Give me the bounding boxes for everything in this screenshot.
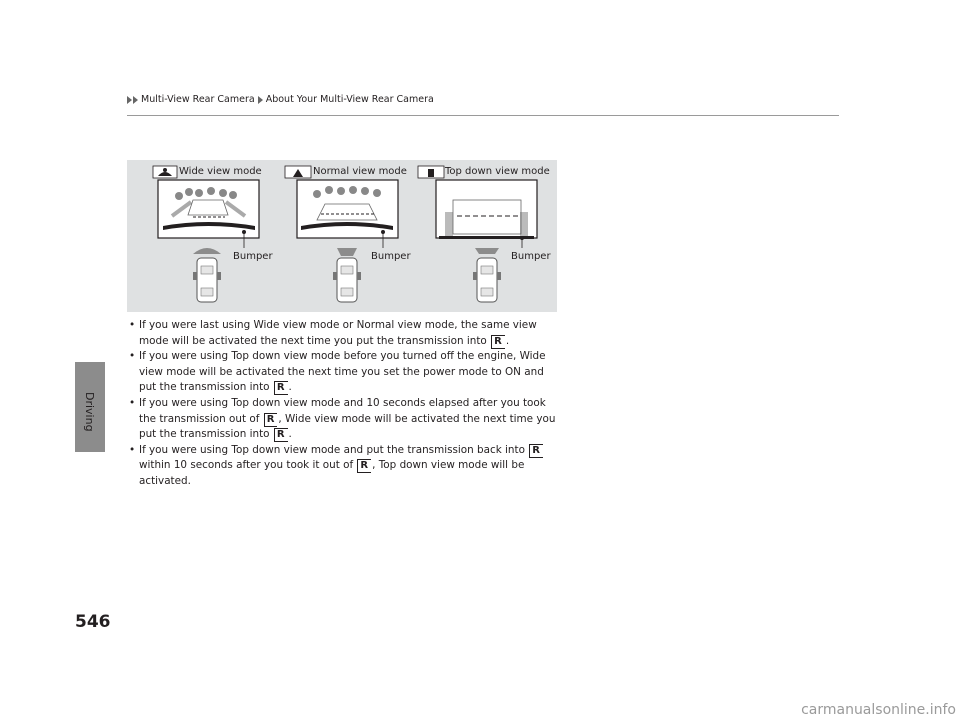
car-icon [193,248,221,302]
header-divider [127,115,839,116]
top-down-view-screen [436,180,537,239]
note-item: • If you were using Top down view mode and put the transmission back into R within 10 seconds after you took it out of R , Top down view mode will be activated. [129,443,559,490]
normal-view-screen [297,180,398,238]
normal-view-mode-icon [285,166,311,178]
section-label-text: Driving [83,392,96,432]
page-number: 546 [75,612,111,632]
notes-list [129,318,559,490]
wide-view-mode-icon [153,166,177,178]
note-item: • If you were using Top down view mode and 10 seconds elapsed after you took the transmission out of R , Wide view mode will be activated the next time you put the transmission into R . [129,396,556,441]
wide-view-mode-label: Wide view mode [179,166,262,177]
reverse-gear-key: R [274,428,288,442]
normal-view-mode-label: Normal view mode [313,166,407,177]
wide-view-screen [158,180,259,238]
top-down-view-mode-label: Top down view mode [445,166,550,177]
reverse-gear-key: R [529,444,543,458]
bullet-icon: • [129,350,136,363]
breadcrumb-item[interactable]: About Your Multi-View Rear Camera [265,94,434,105]
reverse-gear-key: R [491,335,505,349]
bumper-label: Bumper [511,251,551,262]
breadcrumb-separator-icon [258,96,263,104]
bullet-icon: • [129,443,136,456]
breadcrumb-item[interactable]: Multi-View Rear Camera [141,94,255,105]
car-icon [333,248,361,302]
breadcrumb-arrow-icon [133,96,138,104]
breadcrumb-arrow-icon [127,96,132,104]
bumper-label: Bumper [371,251,411,262]
section-label [80,392,100,482]
breadcrumb [127,94,434,105]
bumper-label: Bumper [233,251,273,262]
camera-view-illustration [127,160,557,312]
bullet-icon: • [129,319,136,331]
top-down-view-mode-icon [418,166,444,178]
note-item: • If you were last using Wide view mode or Normal view mode, the same view mode will be activated the next time you put the transmission into R . [129,319,537,347]
car-icon [473,248,501,302]
watermark: carmanualsonline.info [801,702,956,718]
bullet-icon: • [129,396,136,409]
reverse-gear-key: R [264,413,278,427]
reverse-gear-key: R [274,381,288,395]
note-item: • If you were using Top down view mode before you turned off the engine, Wide view mode will be activated the next time you set the power mode to ON and put the transmission into R . [129,350,546,394]
reverse-gear-key: R [357,459,371,473]
camera-view-diagram [127,160,557,312]
